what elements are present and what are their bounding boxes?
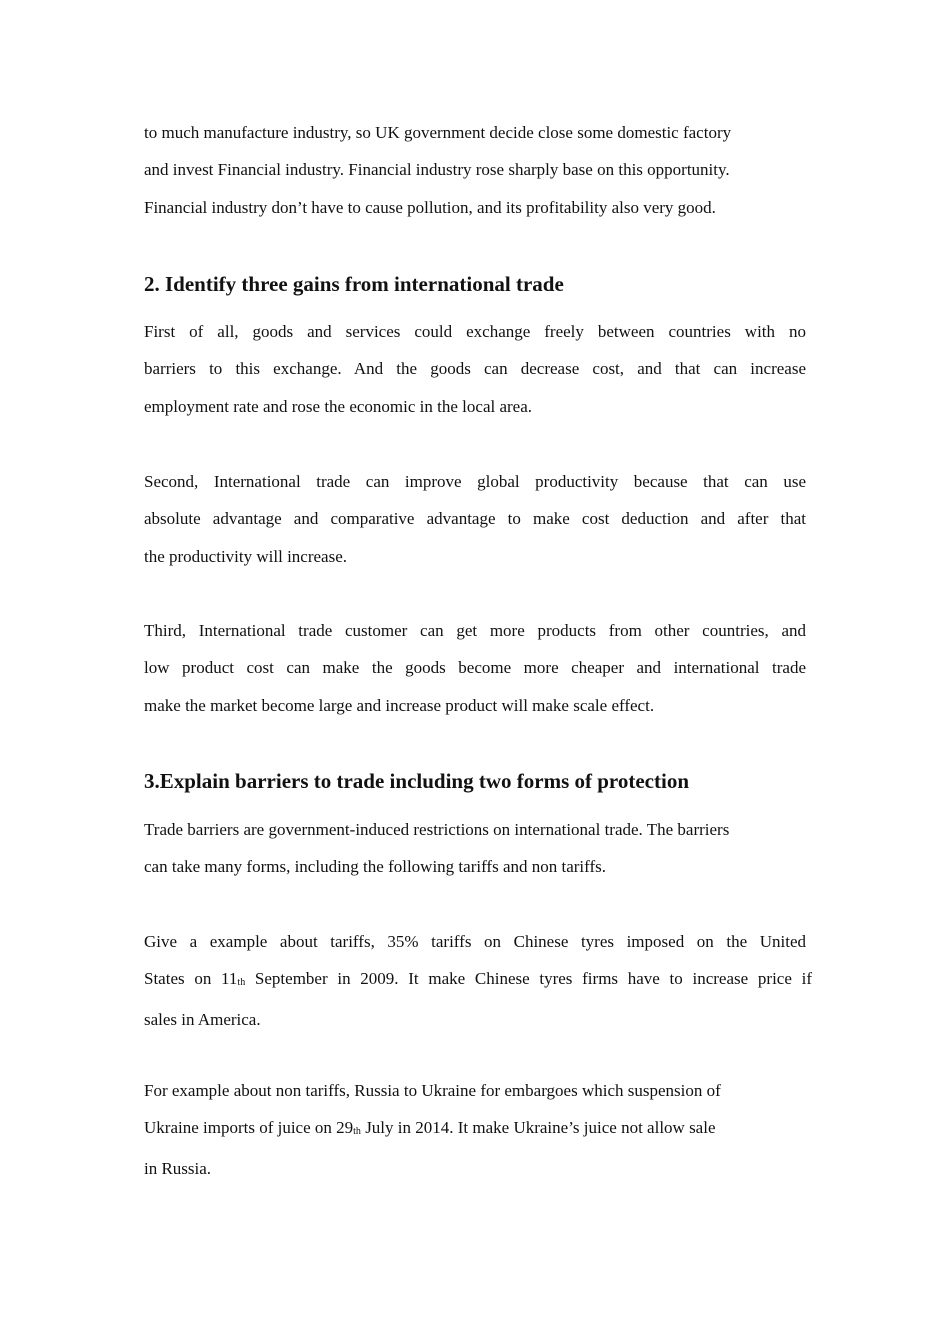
text-fragment: July in 2014. It make Ukraine’s juice not allow sale [360,1118,716,1138]
text-line: and invest Financial industry. Financial industry rose sharply base on this opportunity. [144,160,730,180]
text-line: absolute advantage and comparative advantage to make cost deduction and after that [144,509,806,529]
text-line: Financial industry don’t have to cause pollution, and its profitability also very good. [144,197,716,217]
text-line: Second, International trade can improve global productivity because that can use [144,472,806,491]
section-3-paragraph-3 [144,1072,806,1187]
section-2-paragraph-3 [144,612,806,724]
section-2-paragraph-2 [144,463,806,575]
text-fragment: September in 2009. It make Chinese tyres firms have to increase price if [245,969,812,989]
text-line: can take many forms, including the following tariffs and non tariffs. [144,857,607,877]
text-line: make the market become large and increase product will make scale effect. [144,695,655,715]
section-2-heading: 2. Identify three gains from international trade [144,272,564,296]
text-line: Give a example about tariffs, 35% tariffs on Chinese tyres imposed on the United [144,932,806,951]
text-line: sales in America. [144,1009,261,1029]
text-line: For example about non tariffs, Russia to Ukraine for embargoes which suspension of [144,1081,721,1100]
ordinal-suffix: th [353,1126,361,1138]
section-3-paragraph-2 [144,923,812,1038]
intro-paragraph [144,114,806,226]
text-line [144,1109,806,1149]
text-line: to much manufacture industry, so UK government decide close some domestic factory [144,123,732,142]
text-line: First of all, goods and services could exchange freely between countries with no [144,322,806,341]
text-line: low product cost can make the goods become more cheaper and international trade [144,658,806,678]
section-2-paragraph-1 [144,313,806,425]
text-line [144,960,812,1000]
text-fragment: States on 11 [144,969,238,989]
text-line: employment rate and rose the economic in the local area. [144,396,533,416]
section-3-paragraph-1 [144,811,806,886]
ordinal-suffix: th [237,977,246,989]
text-line: in Russia. [144,1158,212,1178]
text-line: Third, International trade customer can get more products from other countries, and [144,621,806,640]
text-fragment: Ukraine imports of juice on 29 [144,1118,354,1138]
section-3-heading: 3.Explain barriers to trade including two forms of protection [144,769,689,793]
text-line: Trade barriers are government-induced restrictions on international trade. The barriers [144,820,730,839]
text-line: the productivity will increase. [144,546,347,566]
text-line: barriers to this exchange. And the goods can decrease cost, and that can increase [144,359,806,379]
